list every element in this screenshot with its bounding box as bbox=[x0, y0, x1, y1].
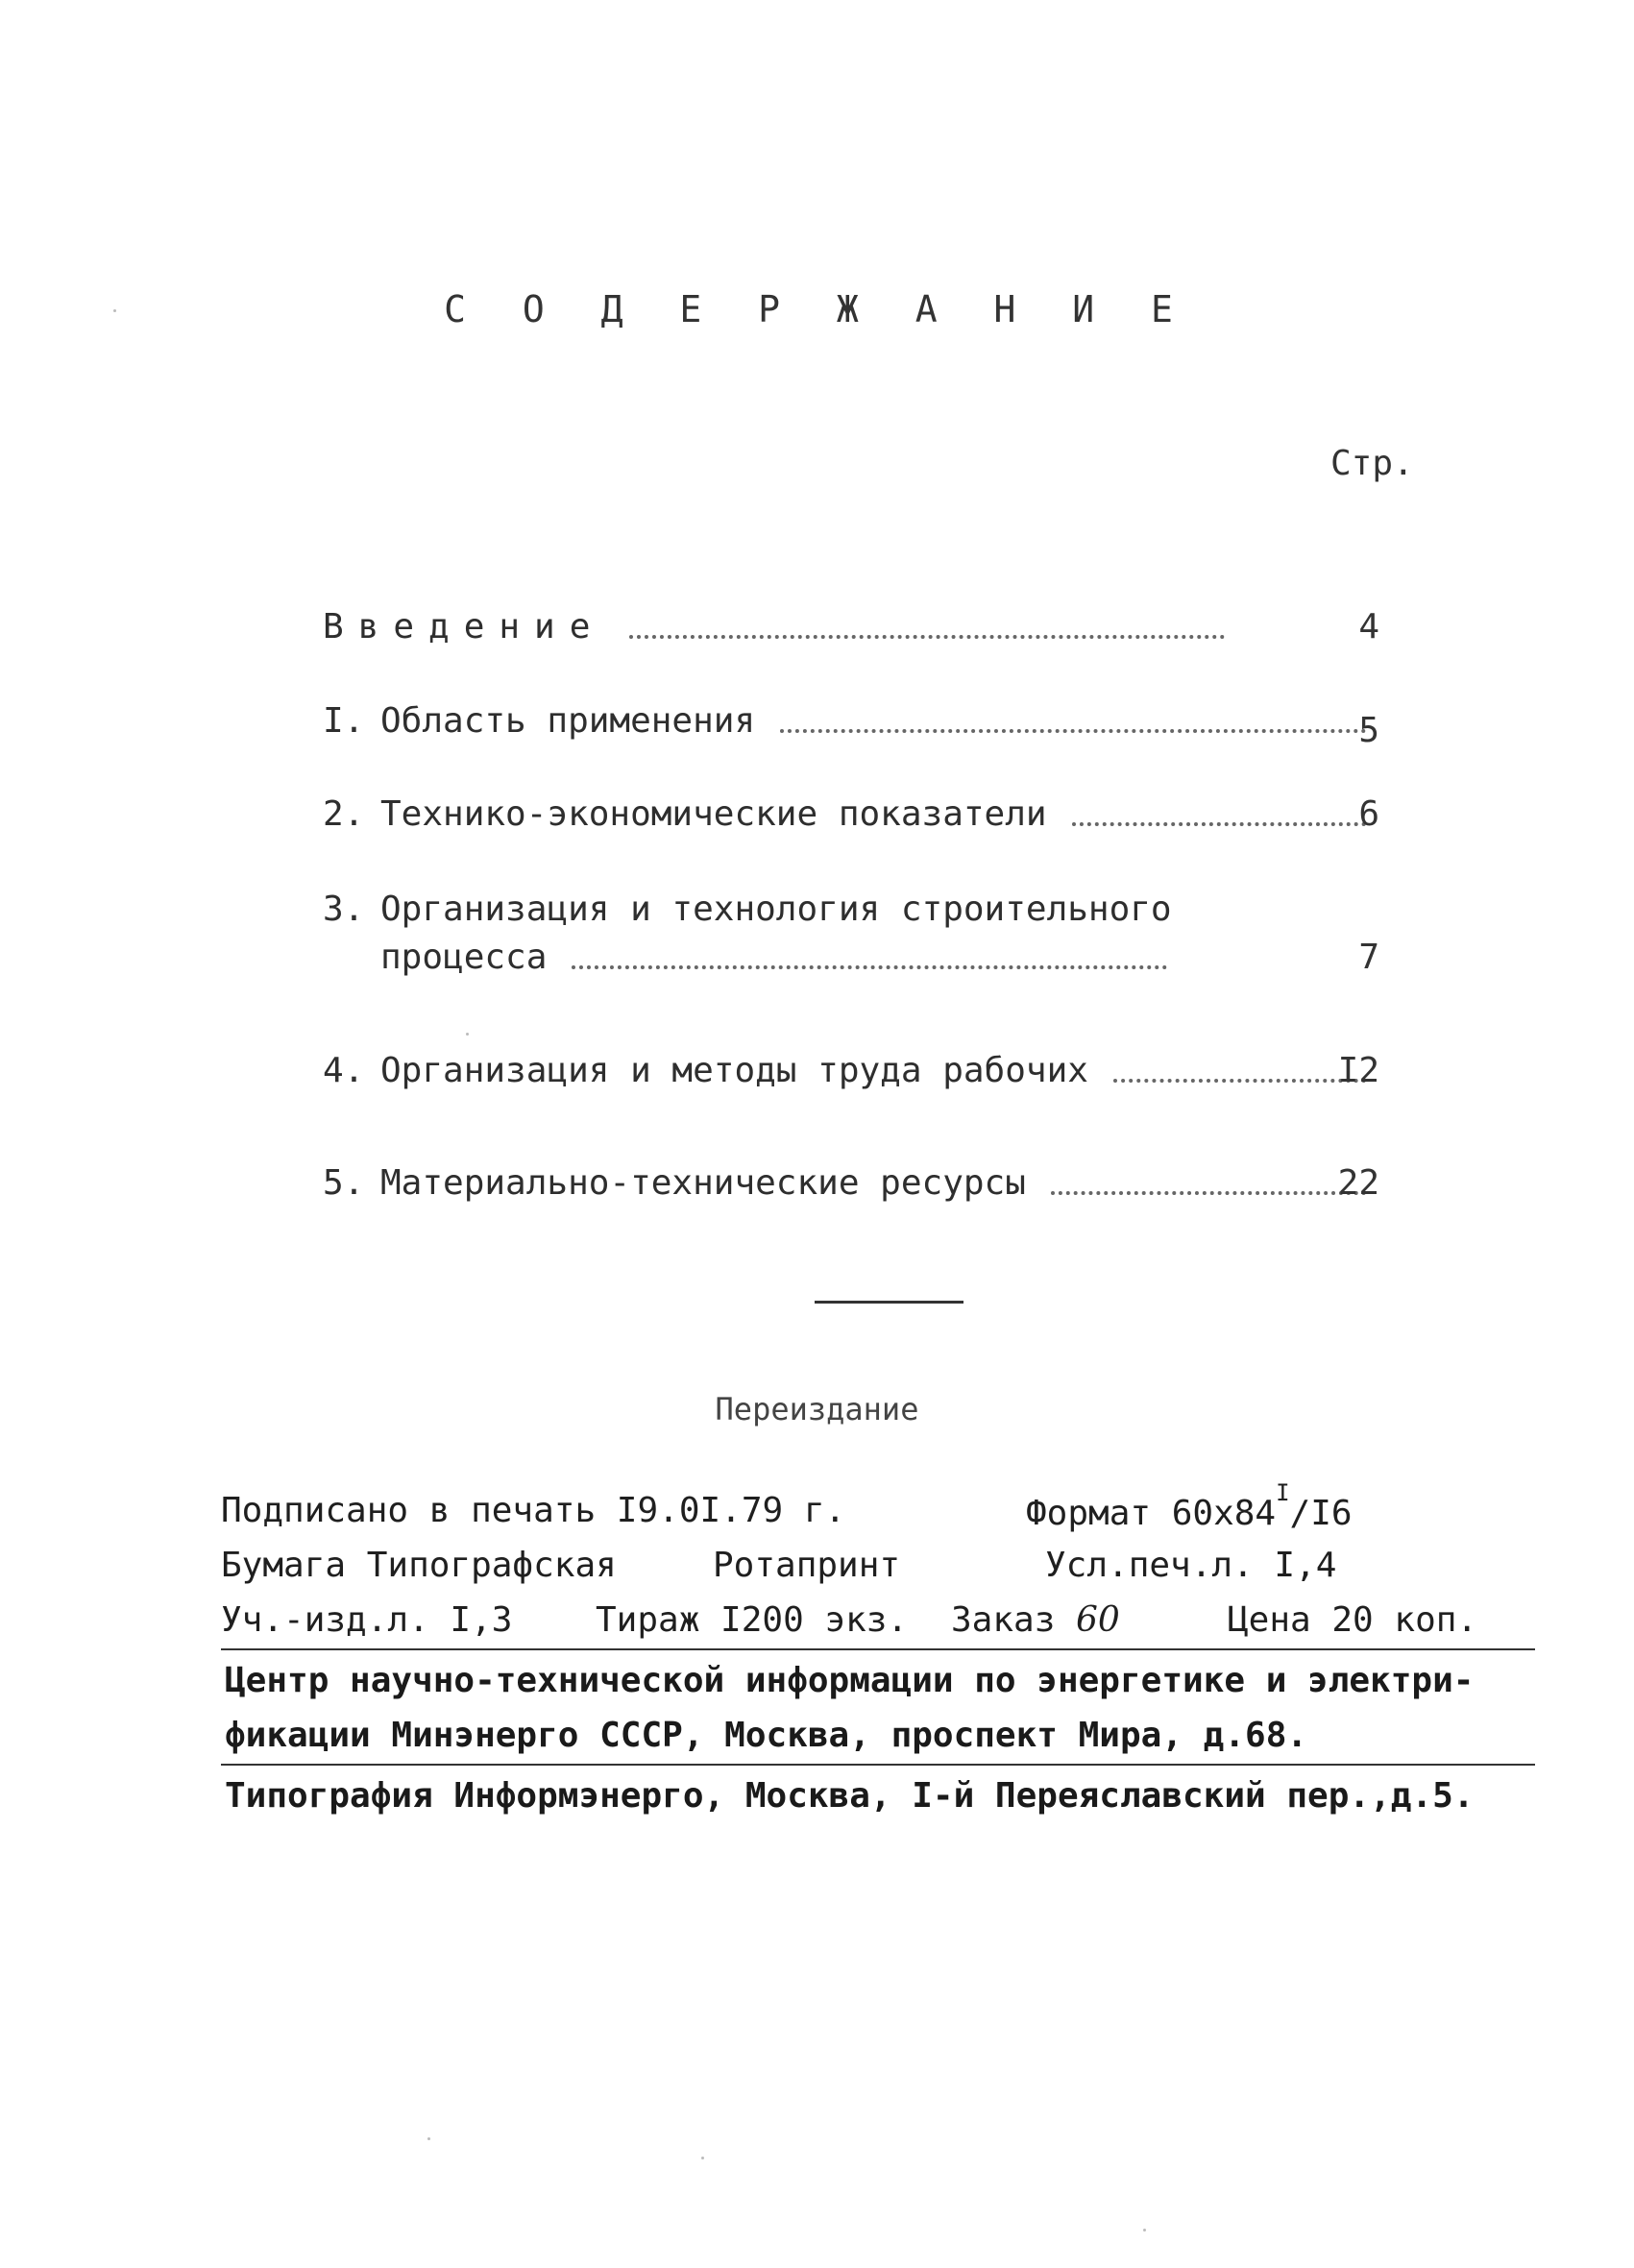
imprint-block bbox=[221, 1479, 1537, 1831]
scan-speck bbox=[701, 2157, 704, 2159]
imprint-order-label: Заказ bbox=[951, 1600, 1056, 1640]
imprint-publisher-line-1 bbox=[221, 1661, 1537, 1716]
toc-entry-page: I2 bbox=[1337, 1051, 1379, 1090]
toc-entry-2 bbox=[323, 794, 1379, 842]
imprint-signed: Подписано в печать I9.0I.79 г. bbox=[221, 1491, 846, 1530]
toc-entry-page: 4 bbox=[1358, 607, 1379, 646]
imprint-rule-top bbox=[221, 1648, 1535, 1650]
toc-entry-number: 4. bbox=[323, 1051, 365, 1090]
toc-leader-dots bbox=[572, 965, 1167, 969]
toc-entry-page: 22 bbox=[1337, 1163, 1379, 1203]
toc-entry-number: 2. bbox=[323, 794, 365, 834]
imprint-publisher-text-2: фикации Минэнерго СССР, Москва, проспект Мира, д.68. bbox=[225, 1716, 1308, 1755]
imprint-circulation: Тираж I200 экз. bbox=[596, 1600, 909, 1640]
imprint-printer-line bbox=[221, 1776, 1537, 1831]
toc-entry-text: Материально-технические ресурсы bbox=[380, 1163, 1026, 1203]
toc-entry-text: Область применения bbox=[380, 701, 756, 741]
page-column-label: Стр. bbox=[1330, 444, 1414, 483]
toc-entry-3 bbox=[323, 890, 1379, 986]
toc-entry-1 bbox=[323, 701, 1379, 749]
reissue-label: Переиздание bbox=[715, 1391, 919, 1427]
toc-entry-page: 5 bbox=[1358, 711, 1379, 750]
toc-entry-text: Введение bbox=[323, 607, 605, 646]
toc-entry-page: 6 bbox=[1358, 794, 1379, 834]
toc-leader-dots bbox=[780, 729, 1366, 733]
imprint-print-sheets: Усл.печ.л. I,4 bbox=[1045, 1546, 1337, 1585]
imprint-rule-bottom bbox=[221, 1764, 1535, 1766]
toc-entry-text: Организация и технология строительного bbox=[380, 890, 1172, 929]
toc-entry-text: Технико-экономические показатели bbox=[380, 794, 1047, 834]
scan-speck bbox=[466, 1033, 469, 1036]
toc-entry-number: 3. bbox=[323, 890, 365, 929]
imprint-paper: Бумага Типографская bbox=[221, 1546, 617, 1585]
section-divider bbox=[815, 1301, 963, 1304]
contents-title: С О Д Е Р Ж А Н И Е bbox=[444, 288, 1190, 330]
imprint-publisher-text-1: Центр научно-технической информации по энергетике и электри- bbox=[225, 1661, 1475, 1700]
scan-speck bbox=[427, 2137, 430, 2140]
imprint-printer-text: Типография Информэнерго, Москва, I-й Переяславский пер.,д.5. bbox=[225, 1776, 1475, 1816]
imprint-format bbox=[1026, 1479, 1353, 1533]
imprint-format-sup: I bbox=[1276, 1479, 1290, 1506]
toc-entry-number: 5. bbox=[323, 1163, 365, 1203]
imprint-format-suffix: /I6 bbox=[1289, 1494, 1353, 1533]
imprint-line-paper bbox=[221, 1546, 1537, 1600]
scan-speck bbox=[1143, 2229, 1146, 2231]
toc-entry-text-continuation: процесса bbox=[380, 938, 548, 977]
imprint-line-edition bbox=[221, 1600, 1537, 1655]
imprint-order-number: 60 bbox=[1076, 1600, 1120, 1640]
toc-entry-4 bbox=[323, 1051, 1379, 1099]
imprint-edition-sheets: Уч.-изд.л. I,3 bbox=[221, 1600, 513, 1640]
imprint-format-prefix: Формат 60х84 bbox=[1026, 1494, 1277, 1533]
toc-leader-dots bbox=[629, 635, 1225, 639]
imprint-price: Цена 20 коп. bbox=[1228, 1600, 1478, 1640]
imprint-publisher-line-2 bbox=[221, 1716, 1537, 1770]
toc-entry-introduction bbox=[323, 607, 1379, 655]
toc-entry-text: Организация и методы труда рабочих bbox=[380, 1051, 1088, 1090]
toc-entry-page: 7 bbox=[1358, 938, 1379, 977]
toc-entry-5 bbox=[323, 1163, 1379, 1211]
toc-entry-number: I. bbox=[323, 701, 365, 741]
scan-speck bbox=[113, 309, 116, 312]
imprint-print-method: Ротапринт bbox=[713, 1546, 901, 1585]
imprint-line-signed bbox=[221, 1479, 1537, 1546]
